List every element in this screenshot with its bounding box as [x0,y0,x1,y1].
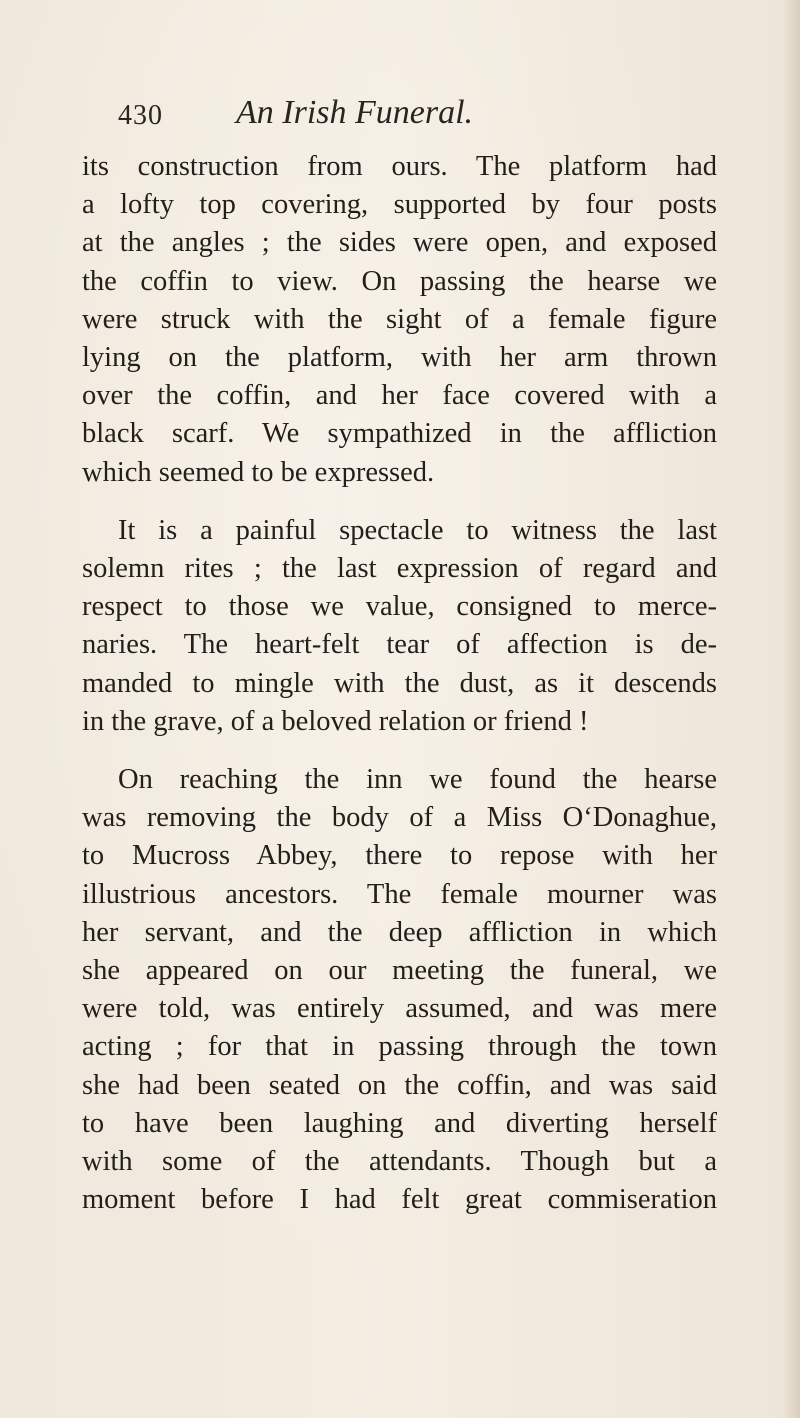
text-line: were told, was entirely assumed, and was mere [82,993,717,1025]
text-line: solemn rites ; the last expression of regard and [82,553,717,585]
text-line: It is a painful spectacle to witness the last [118,514,717,546]
text-line: over the coffin, and her face covered with a [82,380,717,412]
paragraph [82,148,717,492]
text-line: her servant, and the deep affliction in which [82,916,717,948]
text-line: illustrious ancestors. The female mourner was [82,878,717,910]
text-line: naries. The heart-felt tear of affection is de- [82,629,717,661]
text-line: On reaching the inn we found the hearse [118,764,717,796]
text-line: the coffin to view. On passing the hearse we [82,265,717,297]
page-number: 430 [118,100,163,131]
text-line: were struck with the sight of a female figure [82,303,717,335]
text-line: manded to mingle with the dust, as it descends [82,667,717,699]
text-line: respect to those we value, consigned to merce- [82,591,717,623]
text-line: to have been laughing and diverting herself [82,1107,717,1139]
text-line: in the grave, of a beloved relation or friend ! [82,705,589,737]
text-line: with some of the attendants. Though but a [82,1146,717,1178]
text-line: its construction from ours. The platform had [82,151,717,182]
text-line: was removing the body of a Miss O‘Donaghue, [82,802,717,834]
paragraph [82,761,717,1219]
text-line: black scarf. We sympathized in the affliction [82,418,717,450]
body-text [82,148,717,1219]
page-edge-shadow [782,0,800,1418]
text-line: she had been seated on the coffin, and was said [82,1069,717,1101]
paragraph [82,512,717,741]
text-line: moment before I had felt great commiseration [82,1184,717,1216]
text-line: she appeared on our meeting the funeral, we [82,955,717,987]
text-line: acting ; for that in passing through the town [82,1031,717,1063]
text-line: a lofty top covering, supported by four posts [82,189,717,221]
running-head [118,94,678,140]
text-line: at the angles ; the sides were open, and exposed [82,227,717,259]
text-line: to Mucross Abbey, there to repose with her [82,840,717,872]
text-line: lying on the platform, with her arm thrown [82,342,717,374]
running-title: An Irish Funeral. [236,94,474,131]
text-line: which seemed to be expressed. [82,456,435,488]
